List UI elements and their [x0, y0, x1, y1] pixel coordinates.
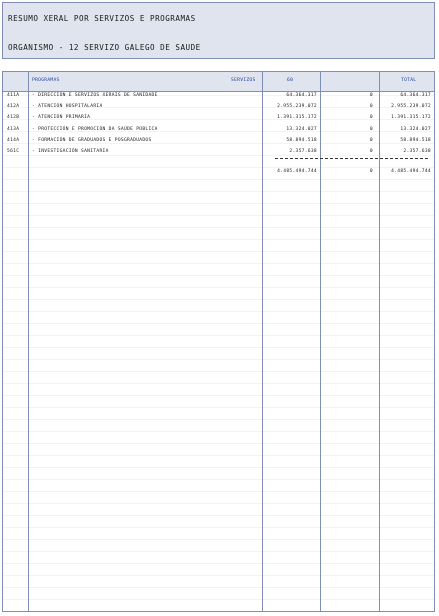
table-row [3, 136, 434, 147]
amount-col4: 0 [369, 148, 373, 154]
amount-60: 64.364.317 [286, 93, 317, 98]
budget-table [2, 71, 435, 612]
amount-60: 2.357.638 [289, 148, 317, 154]
amount-60: 58.894.518 [286, 137, 317, 143]
amount-total: 2.357.638 [403, 148, 431, 154]
table-row [3, 91, 434, 102]
report-header [2, 2, 435, 59]
amount-total: 2.955.239.072 [391, 104, 431, 110]
program-description: - DIRECCIÓN E SERVIZOS XERAIS DE SANIDADE [32, 93, 158, 98]
total-60: 4.485.494.744 [277, 169, 317, 174]
amount-total: 64.364.317 [400, 93, 431, 98]
amount-60: 13.324.027 [286, 126, 317, 132]
program-code: 412B [7, 115, 20, 121]
amount-col4: 0 [369, 137, 373, 143]
report-title: RESUMO XERAL POR SERVIZOS E PROGRAMAS [8, 14, 196, 23]
amount-total: 13.324.027 [400, 126, 431, 132]
program-description: - FORMACIÓN DE GRADUADOS E POSGRADUADOS [32, 137, 152, 143]
program-description: - ATENCIÓN PRIMARIA [32, 115, 91, 121]
amount-total: 1.391.315.172 [391, 115, 431, 121]
table-row [3, 125, 434, 136]
amount-60: 1.391.315.172 [277, 115, 317, 121]
program-description: - INVESTIGACIÓN SANITARIA [32, 148, 109, 154]
amount-col4: 0 [369, 115, 373, 121]
program-code: 411A [7, 93, 20, 98]
amount-60: 2.955.239.072 [277, 104, 317, 110]
col-header-servizos: SERVIZOS [231, 78, 256, 83]
table-body [3, 91, 434, 158]
amount-col4: 0 [369, 126, 373, 132]
col-header-total: TOTAL [401, 78, 417, 83]
amount-total: 58.894.518 [400, 137, 431, 143]
amount-col4: 0 [369, 104, 373, 110]
table-row [3, 113, 434, 124]
program-code: 412A [7, 104, 20, 110]
col-header-programas: PROGRAMAS [32, 78, 60, 83]
program-description: - PROTECCIÓN E PROMOCIÓN DA SAÚDE PÚBLICA [32, 126, 158, 132]
program-description: - ATENCIÓN HOSPITALARIA [32, 104, 103, 110]
subtotal-divider [275, 158, 428, 159]
table-row [3, 147, 434, 158]
table-row [3, 102, 434, 113]
grand-total: 4.485.494.744 [391, 169, 431, 174]
program-code: 413A [7, 126, 20, 132]
totals-row [3, 169, 434, 180]
col-header-60: 60 [287, 78, 294, 83]
total-col4: 0 [369, 169, 373, 174]
program-code: 414A [7, 137, 20, 143]
table-header [3, 72, 434, 92]
organism-label: ORGANISMO - 12 SERVIZO GALEGO DE SAUDE [8, 43, 201, 52]
amount-col4: 0 [369, 93, 373, 98]
program-code: 561C [7, 148, 20, 154]
